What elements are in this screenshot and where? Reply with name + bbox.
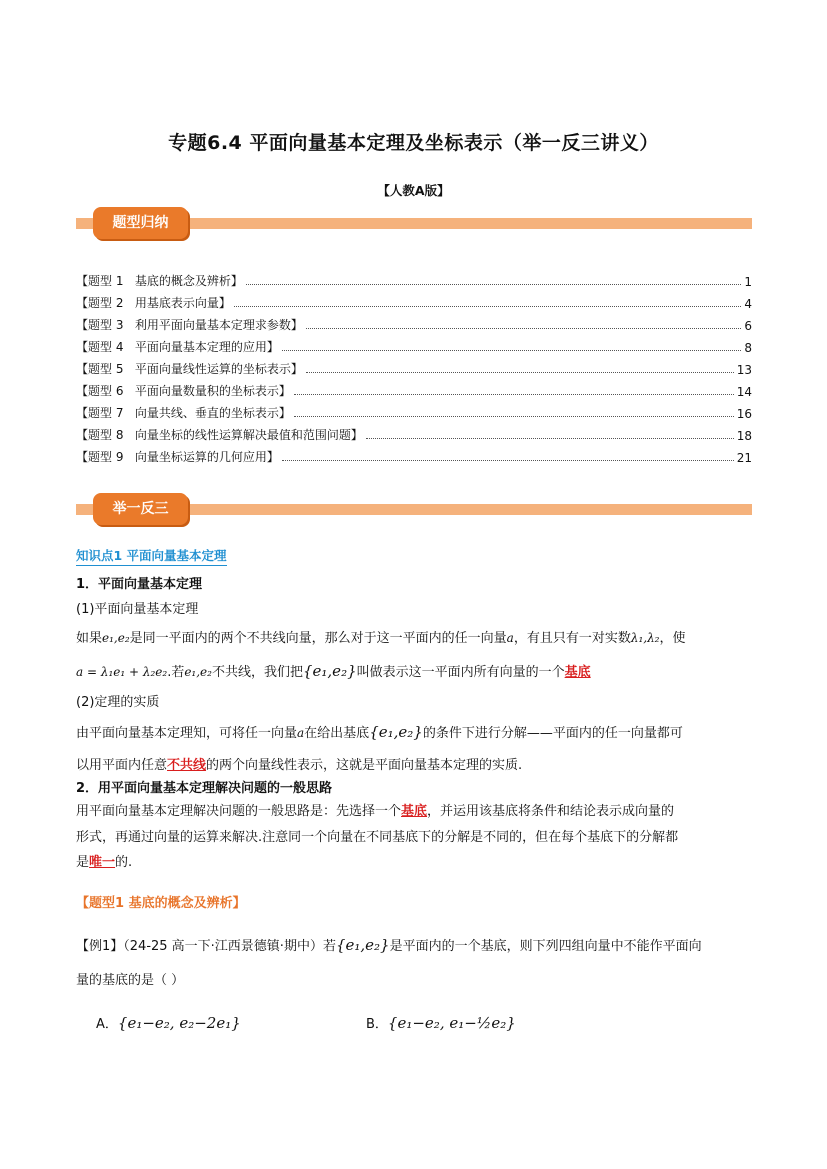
toc-entry-label: 【题型 4 平面向量基本定理的应用】 (76, 340, 279, 354)
toc-entry-label: 【题型 1 基底的概念及辨析】 (76, 274, 243, 288)
page-title: 专题6.4 平面向量基本定理及坐标表示（举一反三讲义） (168, 132, 659, 154)
heading-1: 1．平面向量基本定理 (76, 577, 203, 592)
toc-entry-label: 【题型 8 向量坐标的线性运算解决最值和范围问题】 (76, 428, 363, 442)
table-of-contents (76, 267, 752, 465)
question-type-heading: 【题型1 基底的概念及辨析】 (76, 896, 246, 911)
math-basis: {e₁,e₂} (302, 662, 357, 680)
toc-entry-label: 【题型 9 向量坐标运算的几何应用】 (76, 450, 279, 464)
text: 的. (115, 855, 133, 870)
emphasis-text: 基底 (401, 804, 428, 819)
text: 以用平面内任意 (76, 758, 168, 773)
text: 由平面向量基本定理知，可将任一向量 (76, 726, 298, 741)
option-math: {e₁−e₂, e₂−2e₁} (117, 1014, 241, 1032)
toc-entry[interactable] (76, 377, 752, 399)
banner-badge: 题型归纳 (93, 207, 188, 239)
paragraph-line (76, 722, 752, 744)
text: 的两个向量线性表示，这就是平面向量基本定理的实质. (206, 758, 523, 773)
heading-2: 2．用平面向量基本定理解决问题的一般思路 (76, 781, 333, 796)
toc-page-number: 8 (744, 341, 752, 355)
example-line (76, 935, 752, 957)
toc-leader-dots (306, 327, 741, 329)
banner-badge: 举一反三 (93, 493, 188, 525)
option-math: {e₁−e₂, e₁−½e₂} (387, 1014, 516, 1032)
option-label: A． (96, 1017, 118, 1032)
toc-leader-dots (282, 349, 741, 351)
toc-leader-dots (306, 371, 734, 373)
text: 是同一平面内的两个不共线向量，那么对于这一平面内的任一向量 (129, 631, 507, 646)
toc-leader-dots (234, 305, 741, 307)
toc-page-number: 13 (736, 363, 752, 377)
text: 【例1】（24-25 高一下·江西景德镇·期中）若 (76, 939, 336, 954)
toc-entry[interactable] (76, 311, 752, 333)
math-vectors: e₁,e₂ (184, 665, 212, 679)
math-basis: {e₁,e₂} (369, 723, 423, 741)
text: 在给出基底 (304, 726, 370, 741)
text: 的条件下进行分解——平面内的任一向量都可 (422, 726, 683, 741)
text: 不共线，我们把 (211, 665, 303, 680)
paragraph-line: 形式，再通过向量的运算来解决.注意同一个向量在不同基底下的分解是不同的，但在每个基底下的分解都 (76, 830, 679, 845)
toc-page-number: 14 (736, 385, 752, 399)
paragraph-line (76, 756, 752, 776)
toc-leader-dots (294, 415, 734, 417)
toc-entry[interactable] (76, 421, 752, 443)
emphasis-text: 不共线 (167, 758, 207, 773)
toc-entry[interactable] (76, 333, 752, 355)
toc-entry[interactable] (76, 443, 752, 465)
paragraph-line (76, 853, 752, 873)
text: 如果 (76, 631, 103, 646)
subheading-1: (1)平面向量基本定理 (76, 602, 199, 617)
math-vector-a: a (297, 726, 305, 740)
math-vector-a: a (506, 631, 514, 645)
text: 叫做表示这一平面内所有向量的一个 (356, 665, 565, 680)
toc-leader-dots (294, 393, 734, 395)
text: ，有且只有一对实数 (513, 631, 631, 646)
knowledge-point-heading: 知识点1 平面向量基本定理 (76, 546, 227, 566)
toc-entry-label: 【题型 3 利用平面向量基本定理求参数】 (76, 318, 303, 332)
text: ，使 (659, 631, 686, 646)
edition-label: 【人教A版】 (377, 183, 450, 198)
toc-leader-dots (246, 283, 741, 285)
toc-entry-label: 【题型 7 向量共线、垂直的坐标表示】 (76, 406, 291, 420)
math-basis: {e₁,e₂} (335, 936, 390, 954)
example-line: 量的基底的是（ ） (76, 973, 185, 988)
paragraph-line (76, 802, 752, 822)
text: .若 (167, 665, 185, 680)
subheading-2: (2)定理的实质 (76, 695, 160, 710)
option-a (96, 1013, 241, 1032)
option-b (366, 1013, 516, 1032)
toc-leader-dots (282, 459, 734, 461)
toc-page-number: 21 (736, 451, 752, 465)
toc-page-number: 18 (736, 429, 752, 443)
toc-entry-label: 【题型 5 平面向量线性运算的坐标表示】 (76, 362, 303, 376)
text: 是平面内的一个基底，则下列四组向量中不能作平面向 (389, 939, 702, 954)
toc-entry[interactable] (76, 399, 752, 421)
math-equation: a = λ₁e₁ + λ₂e₂ (76, 665, 168, 679)
toc-page-number: 1 (744, 275, 752, 289)
toc-entry[interactable] (76, 267, 752, 289)
math-scalars: λ₁,λ₂ (630, 631, 660, 645)
toc-entry[interactable] (76, 289, 752, 311)
toc-page-number: 6 (744, 319, 752, 333)
math-vectors: e₁,e₂ (102, 631, 130, 645)
toc-entry-label: 【题型 2 用基底表示向量】 (76, 296, 231, 310)
paragraph-line (76, 661, 752, 683)
option-label: B． (366, 1017, 388, 1032)
text: 用平面向量基本定理解决问题的一般思路是：先选择一个 (76, 804, 402, 819)
section-banner-examples (76, 493, 752, 525)
text: ，并运用该基底将条件和结论表示成向量的 (427, 804, 675, 819)
section-banner-summary (76, 207, 752, 239)
emphasis-text: 基底 (564, 665, 591, 680)
toc-entry-label: 【题型 6 平面向量数量积的坐标表示】 (76, 384, 291, 398)
toc-page-number: 4 (744, 297, 752, 311)
toc-entry[interactable] (76, 355, 752, 377)
toc-leader-dots (366, 437, 734, 439)
toc-page-number: 16 (736, 407, 752, 421)
text: 是 (76, 855, 90, 870)
paragraph-line (76, 628, 752, 649)
emphasis-text: 唯一 (89, 855, 116, 870)
